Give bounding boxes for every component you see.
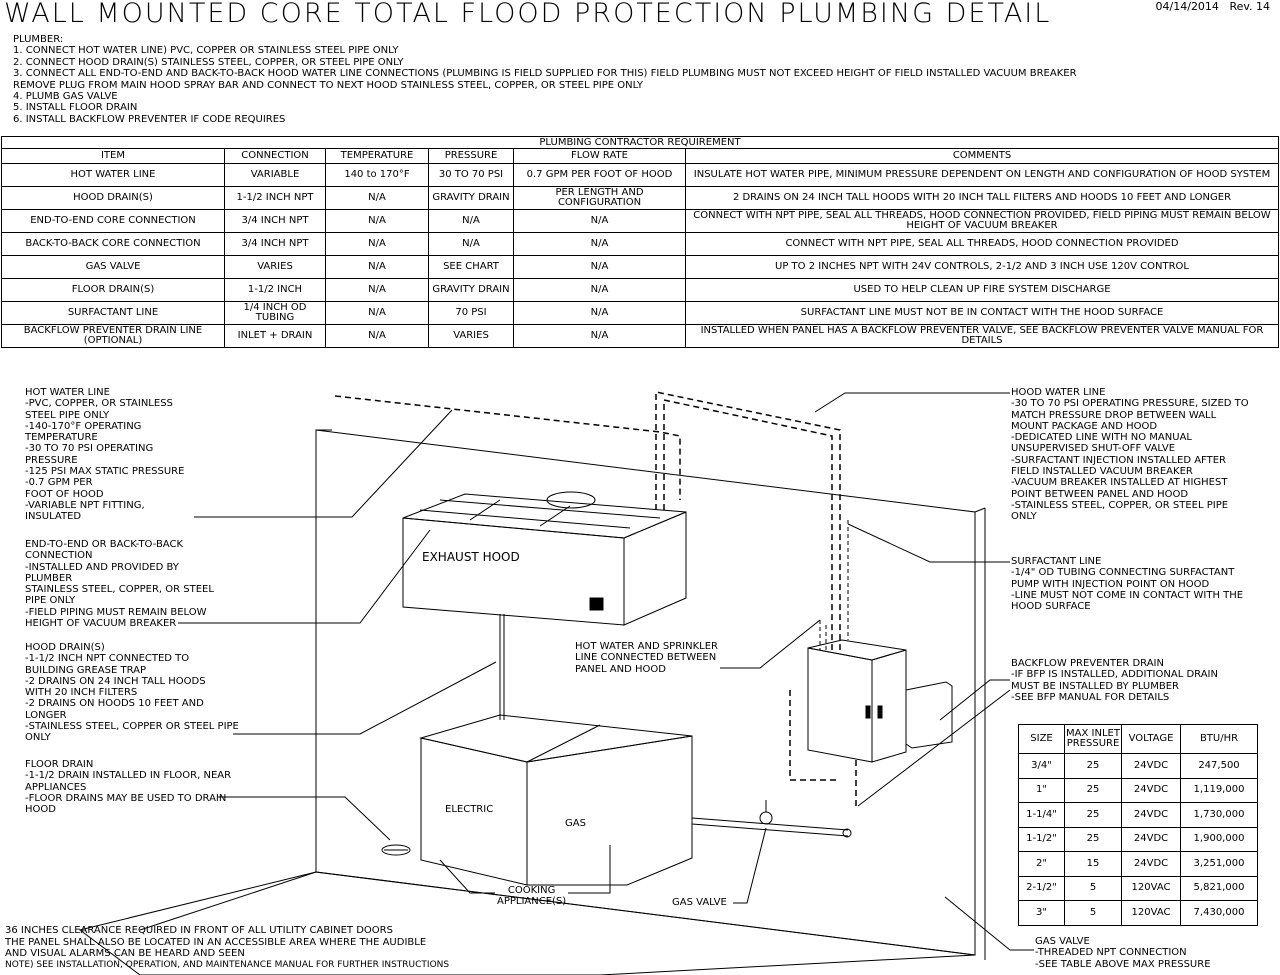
leader-end-to-end: [178, 530, 430, 623]
callout-line: POINT BETWEEN PANEL AND HOOD: [1011, 488, 1189, 500]
callout-line: -140-170°F OPERATING: [25, 420, 142, 432]
callout-line: INSULATED: [25, 511, 82, 523]
table-cell: N/A: [514, 210, 686, 233]
wall-edge: [975, 508, 985, 512]
control-panel-side: [872, 650, 906, 762]
table-cell: 3/4 INCH NPT: [225, 233, 326, 256]
table-cell: 5,821,000: [1181, 876, 1258, 901]
callout-line: -1-1/2 DRAIN INSTALLED IN FLOOR, NEAR: [25, 770, 232, 782]
table-row: [1019, 827, 1258, 852]
callout-line: PANEL AND HOOD: [575, 663, 666, 675]
callout-line: CONNECTION: [25, 550, 93, 562]
callout-line: -0.7 GPM PER: [25, 477, 93, 489]
bfp-box: [906, 682, 952, 748]
callout-line: HOOD WATER LINE: [1011, 387, 1106, 398]
table-cell: N/A: [326, 325, 429, 348]
callout-line: STEEL PIPE ONLY: [25, 409, 110, 421]
leader-surfactant: [848, 524, 1010, 562]
table-cell: VARIES: [225, 256, 326, 279]
revision-number: Rev. 14: [1229, 0, 1270, 13]
gas-valve-label: GAS VALVE: [672, 897, 727, 908]
callout-line: BACKFLOW PREVENTER DRAIN: [1011, 658, 1164, 669]
table-cell: 24VDC: [1122, 778, 1181, 803]
callout-line: STAINLESS STEEL, COPPER, OR STEEL: [25, 584, 214, 596]
table-cell: 5: [1065, 901, 1122, 926]
table-cell: 3/4": [1019, 754, 1065, 779]
column-header: PRESSURE: [429, 149, 514, 164]
callout-line: ONLY: [25, 732, 51, 744]
callout-line: BUILDING GREASE TRAP: [25, 664, 146, 676]
callout-line: FLOOR DRAIN: [25, 759, 94, 770]
callout-line: -2 DRAINS ON HOODS 10 FEET AND: [25, 698, 204, 710]
callout-line: PRESSURE: [25, 454, 78, 466]
callout-line: GAS VALVE: [1035, 936, 1090, 947]
panel-handle: [866, 706, 870, 718]
table-cell: SURFACTANT LINE: [2, 302, 225, 325]
callout-line: LINE CONNECTED BETWEEN: [575, 652, 717, 664]
footer-line: 36 INCHES CLEARANCE REQUIRED IN FRONT OF ALL UTILITY CABINET DOORS: [5, 925, 393, 936]
gas-valve-callout: [1035, 936, 1211, 970]
callout-line: -FLOOR DRAINS MAY BE USED TO DRAIN: [25, 792, 227, 804]
callout-line: -30 TO 70 PSI OPERATING: [25, 443, 154, 455]
callout-line: -INSTALLED AND PROVIDED BY: [25, 561, 179, 573]
table-cell: 3/4 INCH NPT: [225, 210, 326, 233]
floor-edge: [140, 872, 316, 930]
table-cell: BACKFLOW PREVENTER DRAIN LINE (OPTIONAL): [2, 325, 225, 348]
hood-filter: [440, 500, 660, 518]
column-header: COMMENTS: [686, 149, 1279, 164]
callout-line: -VARIABLE NPT FITTING,: [25, 499, 145, 511]
callout-line: SURFACTANT LINE: [1011, 556, 1102, 567]
table-cell: 120VAC: [1122, 901, 1181, 926]
floor-drain-callout: [25, 759, 231, 815]
callout-line: -2 DRAINS ON 24 INCH TALL HOODS: [25, 675, 206, 687]
callout-line: LONGER: [25, 709, 67, 721]
table-cell: GAS VALVE: [2, 256, 225, 279]
callout-line: HOT WATER AND SPRINKLER: [575, 641, 718, 652]
table-cell: 24VDC: [1122, 852, 1181, 877]
table-cell: HOOD DRAIN(S): [2, 187, 225, 210]
table-row: [1019, 901, 1258, 926]
callout-line: PLUMBER: [25, 572, 73, 584]
hot-water-line: [335, 396, 680, 500]
table-cell: END-TO-END CORE CONNECTION: [2, 210, 225, 233]
table-cell: UP TO 2 INCHES NPT WITH 24V CONTROLS, 2-1/2 AND 3 INCH USE 120V CONTROL: [686, 256, 1279, 279]
table-cell: HOT WATER LINE: [2, 164, 225, 187]
table-cell: VARIABLE: [225, 164, 326, 187]
table-cell: 120VAC: [1122, 876, 1181, 901]
table-cell: 3,251,000: [1181, 852, 1258, 877]
surfactant-line-callout: [1011, 556, 1243, 612]
note-line: 4. PLUMB GAS VALVE: [13, 91, 118, 103]
table-cell: N/A: [514, 302, 686, 325]
callout-line: -PVC, COPPER, OR STAINLESS: [25, 398, 173, 410]
table-cell: 25: [1065, 827, 1122, 852]
table-cell: 1-1/2": [1019, 827, 1065, 852]
hot-water-line-callout: [25, 387, 184, 523]
column-header: ITEM: [2, 149, 225, 164]
table-cell: 7,430,000: [1181, 901, 1258, 926]
callout-line: -LINE MUST NOT COME IN CONTACT WITH THE: [1011, 589, 1244, 601]
column-header: SIZE: [1019, 725, 1065, 754]
table-row: [1019, 754, 1258, 779]
table-cell: 25: [1065, 754, 1122, 779]
panel-drain-line: [790, 690, 856, 810]
callout-line: -1-1/2 INCH NPT CONNECTED TO: [25, 653, 190, 665]
surfactant-line: [820, 520, 848, 650]
callout-line: -STAINLESS STEEL, COPPER, OR STEEL PIPE: [1011, 499, 1229, 511]
table-cell: N/A: [326, 233, 429, 256]
hot-water-sprinkler-callout: [575, 641, 718, 675]
exhaust-hood-label: EXHAUST HOOD: [422, 550, 520, 564]
table-cell: USED TO HELP CLEAN UP FIRE SYSTEM DISCHARGE: [686, 279, 1279, 302]
table-cell: 247,500: [1181, 754, 1258, 779]
cooking-appliances-label: [497, 885, 566, 908]
backflow-preventer-callout: [1011, 658, 1218, 703]
table-cell: N/A: [326, 256, 429, 279]
table-cell: N/A: [429, 210, 514, 233]
table-cell: 1,119,000: [1181, 778, 1258, 803]
column-header: FLOW RATE: [514, 149, 686, 164]
table-cell: 24VDC: [1122, 827, 1181, 852]
table-cell: 0.7 GPM PER FOOT OF HOOD: [514, 164, 686, 187]
callout-line: MUST BE INSTALLED BY PLUMBER: [1011, 680, 1180, 692]
table-cell: 24VDC: [1122, 803, 1181, 828]
table-cell: N/A: [326, 279, 429, 302]
hood-water-line-2: [664, 400, 832, 650]
callout-line: -30 TO 70 PSI OPERATING PRESSURE, SIZED TO: [1011, 398, 1249, 410]
callout-line: FOOT OF HOOD: [25, 488, 104, 500]
callout-line: -VACUUM BREAKER INSTALLED AT HIGHEST: [1011, 477, 1228, 489]
hood-water-line: [656, 392, 840, 650]
note-line: REMOVE PLUG FROM MAIN HOOD SPRAY BAR AND CONNECT TO NEXT HOOD STAINLESS STEEL, COPPER, OR STEEL PIPE ONLY: [13, 79, 643, 91]
callout-line: -DEDICATED LINE WITH NO MANUAL: [1011, 432, 1192, 444]
gas-pipe: [692, 824, 848, 836]
table-row: [1019, 876, 1258, 901]
control-panel-front: [808, 648, 872, 762]
table-cell: N/A: [514, 256, 686, 279]
callout-line: MOUNT PACKAGE AND HOOD: [1011, 420, 1158, 432]
callout-line: -THREADED NPT CONNECTION: [1035, 947, 1187, 959]
drawing-title: WALL MOUNTED CORE TOTAL FLOOD PROTECTION PLUMBING DETAIL: [4, 0, 1052, 29]
footer-line: AND VISUAL ALARMS CAN BE HEARD AND SEEN: [5, 948, 245, 959]
table-cell: INSTALLED WHEN PANEL HAS A BACKFLOW PREVENTER VALVE, SEE BACKFLOW PREVENTER VALVE MANUAL FOR DETAILS: [686, 325, 1279, 348]
callout-line: -FIELD PIPING MUST REMAIN BELOW: [25, 606, 207, 618]
gas-valve-body: [760, 812, 772, 824]
table-cell: INLET + DRAIN: [225, 325, 326, 348]
table-cell: INSULATE HOT WATER PIPE, MINIMUM PRESSURE DEPENDENT ON LENGTH AND CONFIGURATION OF HOOD SYSTEM: [686, 164, 1279, 187]
leader-cooking-2: [568, 845, 610, 893]
callout-line: -1/4" OD TUBING CONNECTING SURFACTANT: [1011, 567, 1235, 579]
leader-hot-water: [194, 410, 452, 517]
leader-floor-drain: [218, 797, 390, 840]
table-cell: 2-1/2": [1019, 876, 1065, 901]
column-header: CONNECTION: [225, 149, 326, 164]
callout-line: TEMPERATURE: [25, 432, 98, 444]
callout-line: ONLY: [1011, 511, 1037, 523]
table-cell: 24VDC: [1122, 754, 1181, 779]
table-cell: SEE CHART: [429, 256, 514, 279]
table-cell: N/A: [514, 279, 686, 302]
table-cell: N/A: [326, 187, 429, 210]
control-panel-top: [808, 640, 906, 660]
table-cell: GRAVITY DRAIN: [429, 187, 514, 210]
table-cell: 1-1/4": [1019, 803, 1065, 828]
table-cell: 1-1/2 INCH NPT: [225, 187, 326, 210]
note-line: PLUMBER:: [13, 34, 64, 45]
callout-line: HOOD DRAIN(S): [25, 642, 105, 653]
label-line: APPLIANCE(S): [497, 896, 567, 908]
table-cell: 70 PSI: [429, 302, 514, 325]
table-cell: 1": [1019, 778, 1065, 803]
gas-label: GAS: [565, 818, 586, 829]
table-cell: 1-1/2 INCH: [225, 279, 326, 302]
callout-line: -SEE TABLE ABOVE MAX PRESSURE: [1035, 958, 1211, 970]
callout-line: MATCH PRESSURE DROP BETWEEN WALL: [1011, 409, 1217, 421]
callout-line: PUMP WITH INJECTION POINT ON HOOD: [1011, 578, 1210, 590]
callout-line: -SEE BFP MANUAL FOR DETAILS: [1011, 691, 1170, 703]
table-cell: CONNECT WITH NPT PIPE, SEAL ALL THREADS, HOOD CONNECTION PROVIDED, FIELD PIPING MUST REMAIN BELOW HEIGHT OF VACUUM BREAKER: [686, 210, 1279, 233]
footer-line: NOTE) SEE INSTALLATION, OPERATION, AND MAINTENANCE MANUAL FOR FURTHER INSTRUCTIONS: [5, 959, 450, 970]
table-cell: VARIES: [429, 325, 514, 348]
table-cell: 25: [1065, 803, 1122, 828]
table-cell: 1,730,000: [1181, 803, 1258, 828]
column-header: VOLTAGE: [1122, 725, 1181, 754]
footer-line: THE PANEL SHALL ALSO BE LOCATED IN AN ACCESSIBLE AREA WHERE THE AUDIBLE: [5, 936, 427, 948]
table-cell: PER LENGTH AND CONFIGURATION: [514, 187, 686, 210]
hood-duct: [547, 492, 595, 508]
callout-line: PIPE ONLY: [25, 595, 76, 607]
note-line: 1. CONNECT HOT WATER LINE) PVC, COPPER OR STAINLESS STEEL PIPE ONLY: [13, 45, 399, 57]
table-cell: 25: [1065, 778, 1122, 803]
label-line: COOKING: [507, 885, 556, 896]
table-cell: 1/4 INCH OD TUBING: [225, 302, 326, 325]
table-cell: FLOOR DRAIN(S): [2, 279, 225, 302]
panel-handle: [878, 706, 882, 718]
table-cell: 15: [1065, 852, 1122, 877]
table-cell: 5: [1065, 876, 1122, 901]
callout-line: -125 PSI MAX STATIC PRESSURE: [25, 466, 185, 478]
table-cell: SURFACTANT LINE MUST NOT BE IN CONTACT WITH THE HOOD SURFACE: [686, 302, 1279, 325]
table-cell: 30 TO 70 PSI: [429, 164, 514, 187]
column-header: BTU/HR: [1181, 725, 1258, 754]
footer-notes: [5, 925, 449, 971]
end-to-end-callout: [25, 539, 214, 629]
note-line: 2. CONNECT HOOD DRAIN(S) STAINLESS STEEL, COPPER, OR STEEL PIPE ONLY: [13, 56, 404, 68]
table-row: [1019, 803, 1258, 828]
table-cell: N/A: [326, 210, 429, 233]
gas-pipe: [692, 818, 848, 830]
table-cell: BACK-TO-BACK CORE CONNECTION: [2, 233, 225, 256]
table-cell: GRAVITY DRAIN: [429, 279, 514, 302]
leader-gas-valve: [733, 828, 766, 903]
column-header: TEMPERATURE: [326, 149, 429, 164]
table-cell: N/A: [429, 233, 514, 256]
callout-line: APPLIANCES: [25, 781, 87, 793]
table-row: [1019, 778, 1258, 803]
table-cell: 1,900,000: [1181, 827, 1258, 852]
leader-cooking: [440, 860, 495, 893]
callout-line: -IF BFP IS INSTALLED, ADDITIONAL DRAIN: [1011, 669, 1218, 681]
hood-drain-callout: [25, 642, 239, 744]
appliance-top: [421, 715, 692, 762]
callout-line: WITH 20 INCH FILTERS: [25, 687, 138, 699]
callout-line: HOOD: [25, 804, 56, 816]
callout-line: FIELD INSTALLED VACUUM BREAKER: [1011, 466, 1193, 478]
electric-label: ELECTRIC: [445, 804, 494, 815]
table-cell: 140 to 170°F: [326, 164, 429, 187]
leader-hood-water: [815, 393, 1010, 412]
hood-switch: [590, 598, 603, 610]
table-row: [1019, 852, 1258, 877]
leader-hot-sprinkler: [720, 620, 820, 668]
table-cell: 2": [1019, 852, 1065, 877]
callout-line: UNSUPERVISED SHUT-OFF VALVE: [1011, 443, 1176, 455]
leader-hood-drain: [233, 662, 496, 734]
callout-line: HEIGHT OF VACUUM BREAKER: [25, 618, 177, 630]
callout-line: END-TO-END OR BACK-TO-BACK: [25, 539, 184, 550]
callout-line: -SURFACTANT INJECTION INSTALLED AFTER: [1011, 454, 1226, 466]
note-line: 3. CONNECT ALL END-TO-END AND BACK-TO-BACK HOOD WATER LINE CONNECTIONS (PLUMBING IS FIELD SUPPLIED FOR THIS) FIELD PLUMBING MUST NOT EXCEED HEIGHT OF FIELD INSTALLED VACUUM BREAKER: [13, 68, 1077, 80]
note-line: 6. INSTALL BACKFLOW PREVENTER IF CODE REQUIRES: [13, 113, 286, 125]
column-header: MAX INLET PRESSURE: [1065, 725, 1122, 754]
table-cell: CONNECT WITH NPT PIPE, SEAL ALL THREADS, HOOD CONNECTION PROVIDED: [686, 233, 1279, 256]
callout-line: -STAINLESS STEEL, COPPER OR STEEL PIPE: [25, 721, 239, 733]
table-cell: 3": [1019, 901, 1065, 926]
note-line: 5. INSTALL FLOOR DRAIN: [13, 102, 138, 114]
callout-line: HOT WATER LINE: [25, 387, 110, 398]
table-caption: PLUMBING CONTRACTOR REQUIREMENT: [2, 137, 1279, 149]
exhaust-hood-side: [624, 512, 686, 625]
gas-valve-size-table: [1018, 724, 1258, 926]
table-cell: N/A: [514, 233, 686, 256]
table-cell: 2 DRAINS ON 24 INCH TALL HOODS WITH 20 INCH TALL FILTERS AND HOODS 10 FEET AND LONGER: [686, 187, 1279, 210]
callout-line: HOOD SURFACE: [1011, 601, 1091, 613]
hood-water-line-callout: [1011, 387, 1249, 523]
table-cell: N/A: [326, 302, 429, 325]
drawing-date: 04/14/2014: [1155, 0, 1219, 13]
table-cell: N/A: [514, 325, 686, 348]
